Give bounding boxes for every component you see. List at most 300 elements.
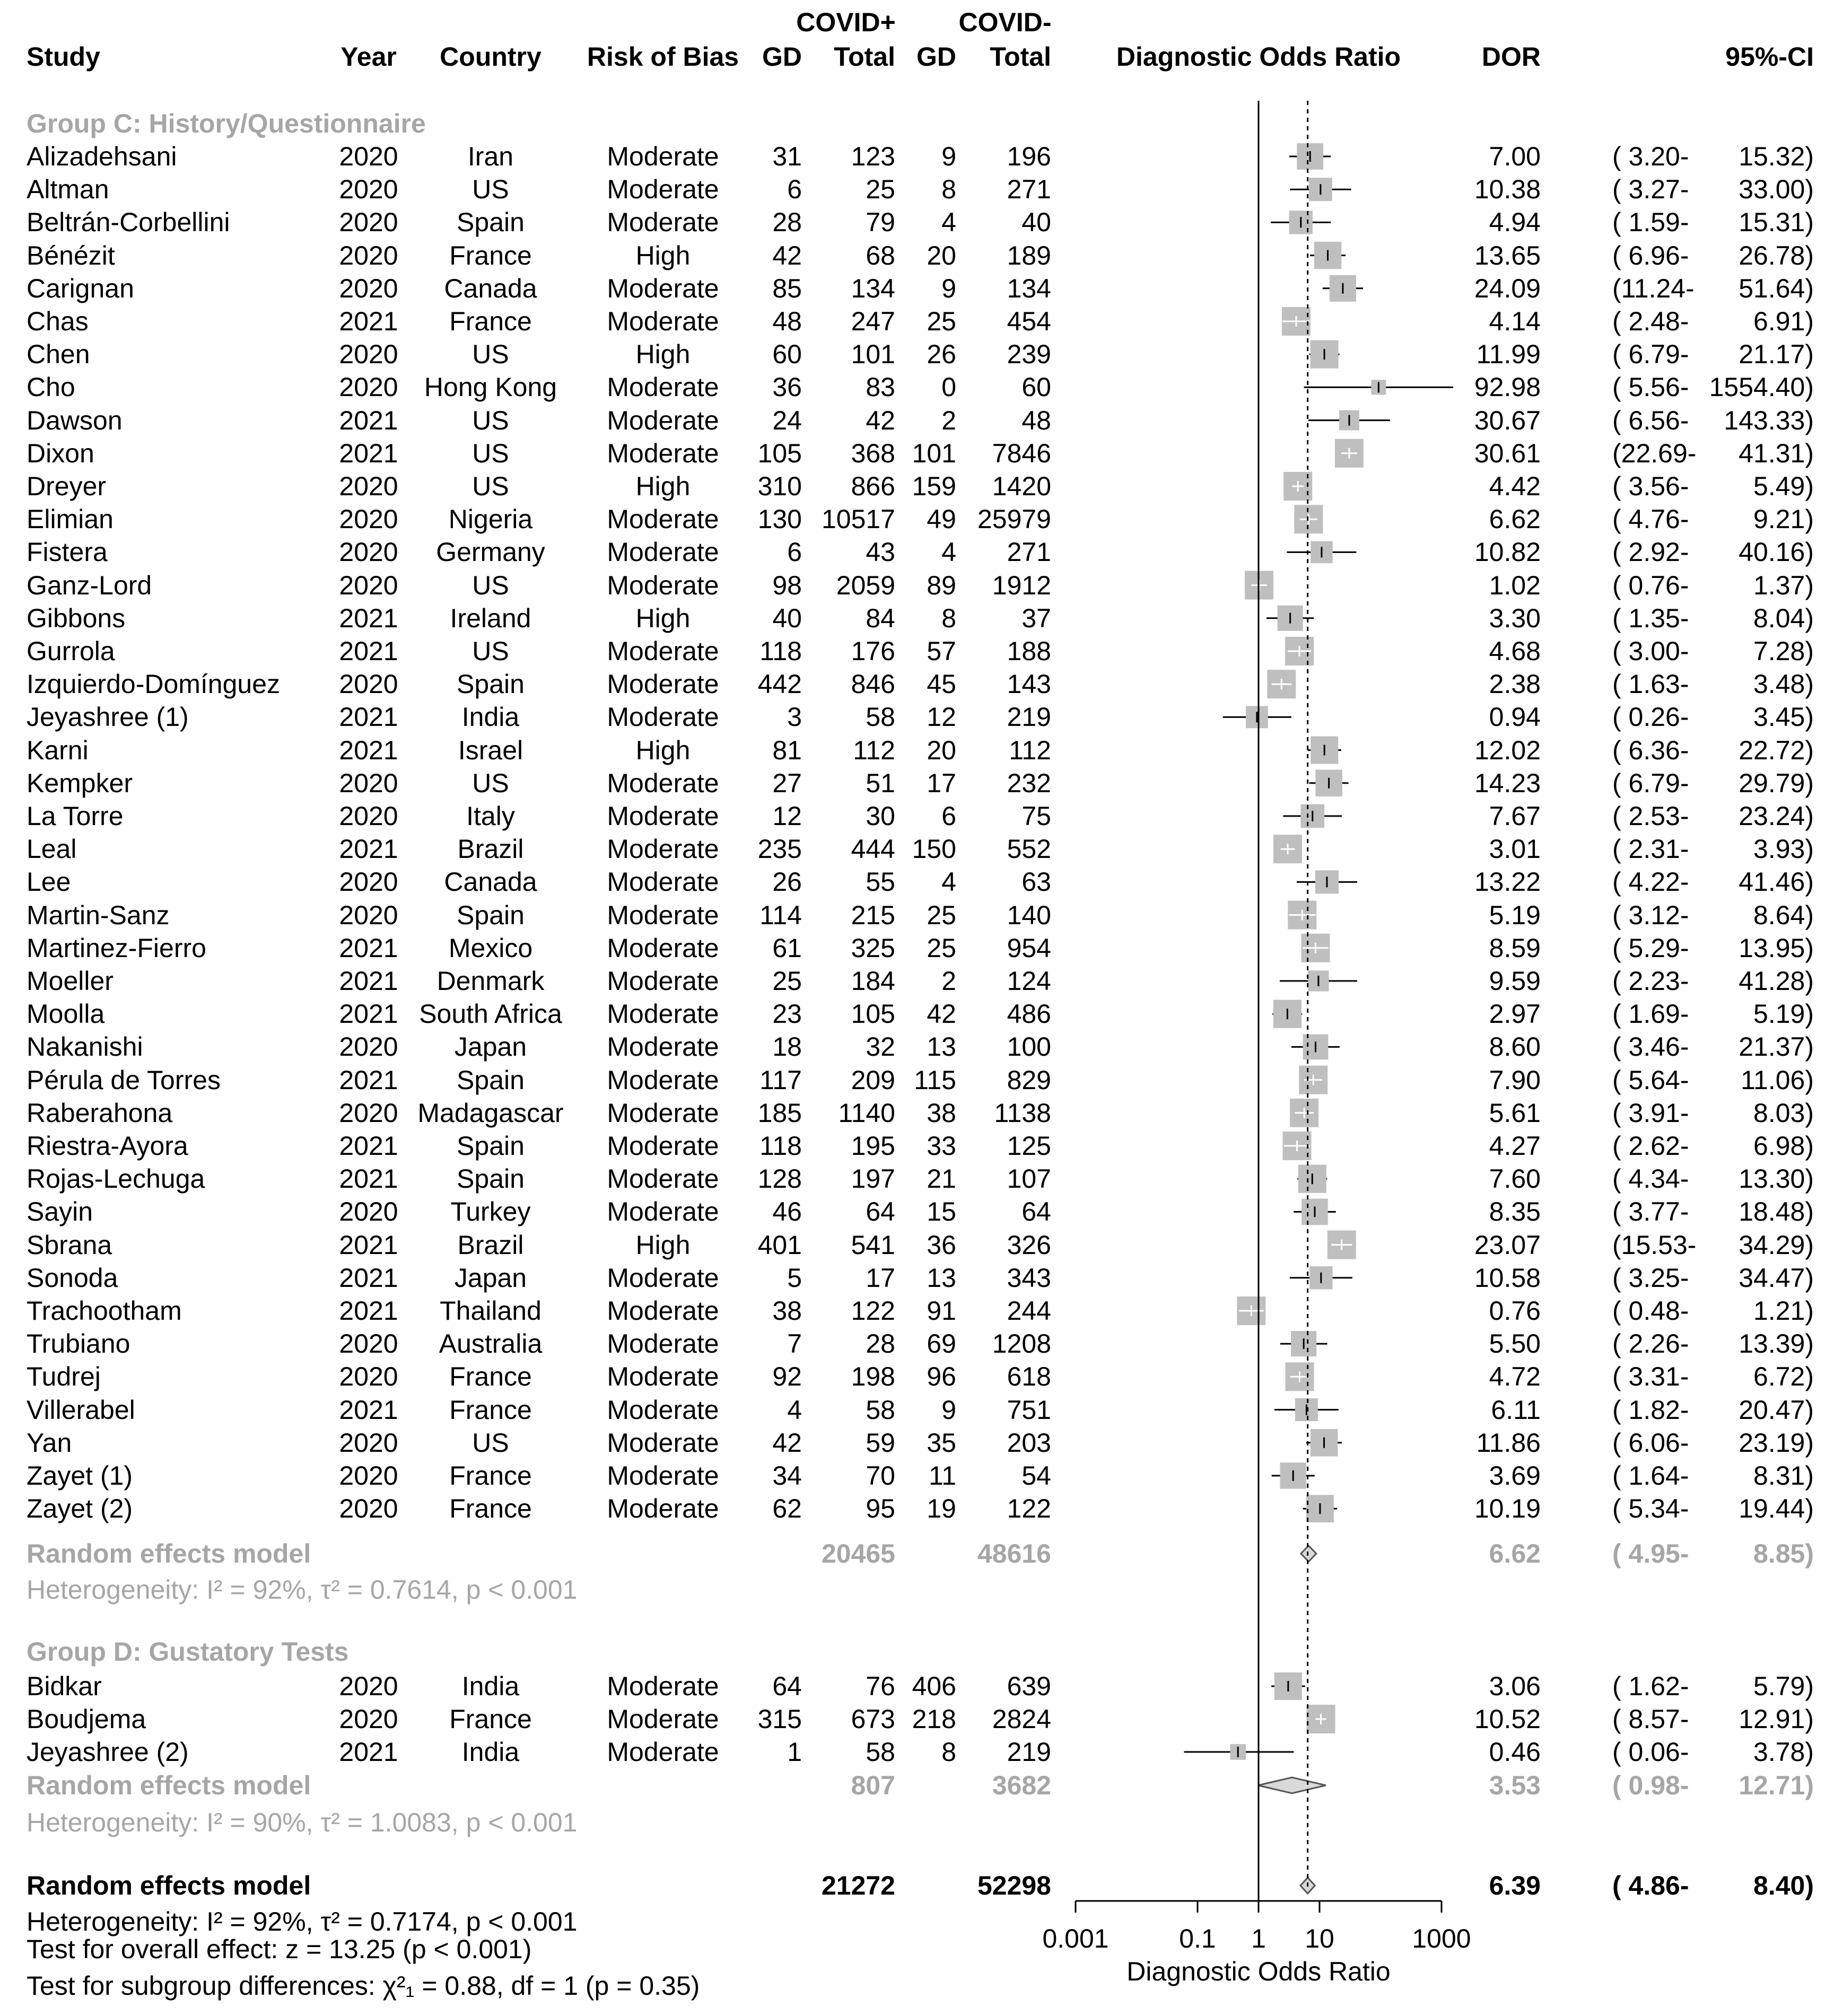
study-name: Martin-Sanz — [27, 900, 170, 930]
study-ci-low: ( 6.36- — [1612, 735, 1689, 765]
study-dor: 30.61 — [1474, 438, 1541, 468]
group-c-summary-total-pos: 20465 — [821, 1539, 895, 1568]
study-gd-pos: 128 — [757, 1164, 802, 1194]
study-country: Iran — [467, 142, 514, 171]
study-country: Thailand — [440, 1296, 541, 1326]
study-risk-of-bias: Moderate — [607, 669, 719, 699]
study-gd-neg: 96 — [927, 1362, 956, 1392]
study-ci-high: 12.91) — [1739, 1704, 1814, 1734]
study-total-neg: 454 — [1007, 306, 1051, 336]
study-dor: 4.42 — [1489, 471, 1541, 501]
study-total-pos: 866 — [851, 471, 895, 501]
study-total-neg: 271 — [1007, 174, 1051, 205]
study-name: Dixon — [27, 438, 94, 468]
study-gd-pos: 62 — [772, 1494, 802, 1524]
study-country: Brazil — [457, 1230, 524, 1260]
header-gd-pos: GD — [762, 42, 802, 72]
study-risk-of-bias: Moderate — [607, 1131, 719, 1161]
study-dor: 6.11 — [1491, 1395, 1541, 1425]
study-ci-high: 41.46) — [1739, 867, 1814, 897]
study-gd-pos: 23 — [772, 999, 802, 1029]
study-total-neg: 639 — [1007, 1671, 1051, 1701]
study-ci-low: ( 5.56- — [1612, 372, 1689, 402]
study-total-pos: 541 — [851, 1230, 895, 1260]
study-name: Fistera — [27, 537, 108, 567]
study-dor: 7.67 — [1489, 801, 1541, 831]
study-gd-neg: 15 — [927, 1197, 956, 1227]
study-country: Spain — [457, 1065, 525, 1095]
study-dor: 3.06 — [1489, 1671, 1541, 1701]
study-gd-pos: 117 — [759, 1065, 802, 1095]
study-country: India — [461, 702, 520, 732]
study-total-pos: 195 — [851, 1131, 895, 1161]
group-d-summary-ci-low: ( 0.98- — [1612, 1770, 1689, 1800]
study-year: 2021 — [339, 1395, 398, 1425]
study-country: France — [449, 306, 532, 336]
study-gd-pos: 81 — [772, 735, 802, 765]
study-total-neg: 140 — [1007, 900, 1051, 930]
study-total-pos: 184 — [851, 966, 895, 996]
study-total-neg: 122 — [1007, 1494, 1051, 1524]
study-gd-neg: 101 — [912, 438, 956, 468]
study-risk-of-bias: Moderate — [607, 1671, 719, 1701]
study-gd-pos: 185 — [757, 1098, 802, 1128]
study-ci-high: 22.72) — [1739, 735, 1814, 765]
subgroup-difference-test: Test for subgroup differences: χ²₁ = 0.88, df = 1 (p = 0.35) — [27, 1971, 700, 2001]
study-dor: 5.61 — [1489, 1098, 1541, 1128]
study-country: Spain — [457, 207, 525, 238]
study-ci-high: 20.47) — [1739, 1395, 1814, 1425]
study-total-neg: 7846 — [992, 438, 1051, 468]
study-total-neg: 239 — [1007, 339, 1051, 370]
header-gd-neg: GD — [916, 42, 956, 72]
study-year: 2020 — [339, 240, 398, 270]
study-gd-pos: 61 — [772, 933, 802, 963]
study-ci-high: 8.04) — [1753, 603, 1814, 633]
study-dor: 2.97 — [1489, 999, 1541, 1029]
study-risk-of-bias: Moderate — [607, 1461, 719, 1491]
overall-summary-label: Random effects model — [27, 1871, 311, 1900]
study-risk-of-bias: Moderate — [607, 900, 719, 930]
study-ci-high: 6.91) — [1753, 306, 1814, 336]
study-name: Zayet (1) — [27, 1461, 133, 1491]
study-ci-high: 6.72) — [1753, 1362, 1814, 1392]
group-d-label: Group D: Gustatory Tests — [27, 1637, 349, 1667]
group-d-summary-total-pos: 807 — [851, 1770, 895, 1800]
study-total-pos: 215 — [851, 900, 895, 930]
study-ci-high: 9.21) — [1753, 504, 1814, 534]
study-dor: 23.07 — [1474, 1230, 1541, 1260]
study-year: 2020 — [339, 372, 398, 402]
study-year: 2020 — [339, 1704, 398, 1734]
study-year: 2021 — [339, 1263, 398, 1293]
study-year: 2021 — [339, 438, 398, 468]
study-ci-low: (15.53- — [1612, 1230, 1697, 1260]
study-risk-of-bias: Moderate — [607, 1197, 719, 1227]
study-risk-of-bias: Moderate — [607, 1494, 719, 1524]
study-ci-low: ( 5.64- — [1612, 1065, 1689, 1095]
study-gd-pos: 24 — [772, 405, 802, 435]
study-year: 2020 — [339, 669, 398, 699]
study-total-neg: 54 — [1021, 1461, 1051, 1491]
study-country: US — [472, 174, 509, 205]
study-risk-of-bias: Moderate — [607, 570, 719, 600]
study-total-pos: 83 — [866, 372, 895, 402]
study-total-neg: 37 — [1021, 603, 1051, 633]
study-gd-neg: 4 — [941, 537, 956, 567]
overall-effect-test: Test for overall effect: z = 13.25 (p < 0.001) — [27, 1934, 532, 1964]
study-year: 2021 — [339, 702, 398, 732]
study-year: 2021 — [339, 1230, 398, 1260]
study-year: 2021 — [339, 1065, 398, 1095]
study-gd-neg: 13 — [927, 1032, 956, 1062]
study-ci-high: 23.19) — [1739, 1427, 1814, 1458]
study-dor: 24.09 — [1474, 273, 1541, 303]
study-risk-of-bias: Moderate — [607, 273, 719, 303]
study-gd-neg: 33 — [927, 1131, 956, 1161]
study-total-pos: 122 — [851, 1296, 895, 1326]
study-gd-neg: 218 — [912, 1704, 956, 1734]
study-total-pos: 51 — [866, 768, 895, 798]
study-ci-high: 1554.40) — [1709, 372, 1814, 402]
study-ci-low: ( 6.79- — [1612, 768, 1689, 798]
study-year: 2020 — [339, 1098, 398, 1128]
study-ci-high: 8.64) — [1753, 900, 1814, 930]
study-gd-neg: 2 — [941, 966, 956, 996]
study-year: 2021 — [339, 1164, 398, 1194]
study-gd-neg: 21 — [927, 1164, 956, 1194]
study-total-pos: 101 — [851, 339, 895, 370]
study-total-pos: 58 — [866, 702, 895, 732]
study-gd-neg: 2 — [941, 405, 956, 435]
study-gd-neg: 6 — [941, 801, 956, 831]
study-risk-of-bias: Moderate — [607, 834, 719, 864]
study-year: 2020 — [339, 900, 398, 930]
study-dor: 0.94 — [1489, 702, 1541, 732]
study-risk-of-bias: Moderate — [607, 1737, 719, 1767]
study-total-pos: 368 — [851, 438, 895, 468]
study-gd-neg: 9 — [941, 273, 956, 303]
study-name: Bénézit — [27, 240, 115, 270]
study-gd-pos: 310 — [757, 471, 802, 501]
header-covid-pos: COVID+ — [796, 7, 896, 37]
study-gd-pos: 118 — [759, 1131, 802, 1161]
study-ci-low: ( 5.34- — [1612, 1494, 1689, 1524]
study-risk-of-bias: Moderate — [607, 1704, 719, 1734]
study-country: US — [472, 339, 509, 370]
group-c-heterogeneity: Heterogeneity: I² = 92%, τ² = 0.7614, p < 0.001 — [27, 1575, 578, 1605]
header-ci: 95%-CI — [1725, 42, 1814, 72]
study-ci-high: 11.06) — [1740, 1065, 1814, 1095]
study-name: Tudrej — [27, 1362, 101, 1392]
overall-total-pos: 21272 — [821, 1871, 895, 1900]
study-country: Japan — [454, 1263, 527, 1293]
study-country: Spain — [457, 1164, 525, 1194]
study-risk-of-bias: Moderate — [607, 768, 719, 798]
study-year: 2021 — [339, 636, 398, 666]
study-gd-pos: 60 — [772, 339, 802, 370]
study-country: Spain — [457, 900, 525, 930]
study-risk-of-bias: Moderate — [607, 1395, 719, 1425]
study-country: Ireland — [450, 603, 531, 633]
study-risk-of-bias: Moderate — [607, 1032, 719, 1062]
study-gd-neg: 0 — [941, 372, 956, 402]
study-name: Cho — [27, 372, 75, 402]
study-total-pos: 17 — [866, 1263, 895, 1293]
x-axis-tick-label: 1 — [1251, 1924, 1266, 1953]
study-ci-low: ( 6.56- — [1612, 405, 1689, 435]
study-name: Raberahona — [27, 1098, 173, 1128]
study-gd-pos: 98 — [772, 570, 802, 600]
study-ci-high: 1.37) — [1753, 570, 1814, 600]
study-ci-low: ( 1.63- — [1612, 669, 1689, 699]
study-risk-of-bias: Moderate — [607, 1362, 719, 1392]
study-year: 2020 — [339, 1032, 398, 1062]
study-gd-pos: 36 — [772, 372, 802, 402]
study-ci-high: 23.24) — [1739, 801, 1814, 831]
study-country: France — [449, 1461, 532, 1491]
study-risk-of-bias: Moderate — [607, 702, 719, 732]
study-total-neg: 1420 — [992, 471, 1051, 501]
study-name: Nakanishi — [27, 1032, 143, 1062]
study-risk-of-bias: High — [635, 1230, 691, 1260]
study-ci-low: ( 1.35- — [1612, 603, 1689, 633]
study-name: Jeyashree (1) — [27, 702, 189, 732]
study-gd-neg: 12 — [927, 702, 956, 732]
x-axis-tick-label: 0.001 — [1042, 1924, 1109, 1953]
study-risk-of-bias: Moderate — [607, 867, 719, 897]
study-gd-neg: 49 — [927, 504, 956, 534]
study-gd-neg: 25 — [927, 933, 956, 963]
study-total-pos: 325 — [851, 933, 895, 963]
group-c-summary-ci-low: ( 4.95- — [1612, 1539, 1689, 1568]
x-axis-tick-label: 1000 — [1412, 1924, 1471, 1953]
study-ci-low: ( 3.27- — [1612, 174, 1689, 205]
study-risk-of-bias: Moderate — [607, 1329, 719, 1359]
study-dor: 10.38 — [1474, 174, 1541, 205]
study-gd-pos: 31 — [772, 142, 802, 171]
study-total-pos: 58 — [866, 1395, 895, 1425]
study-name: Bidkar — [27, 1671, 102, 1701]
study-name: Pérula de Torres — [27, 1065, 221, 1095]
study-gd-pos: 12 — [772, 801, 802, 831]
study-ci-low: ( 2.48- — [1612, 306, 1689, 336]
study-dor: 8.35 — [1489, 1197, 1541, 1227]
study-total-pos: 70 — [866, 1461, 895, 1491]
study-total-pos: 58 — [866, 1737, 895, 1767]
study-total-neg: 618 — [1007, 1362, 1051, 1392]
study-gd-pos: 40 — [772, 603, 802, 633]
study-gd-neg: 4 — [941, 867, 956, 897]
study-total-neg: 188 — [1007, 636, 1051, 666]
study-dor: 10.82 — [1474, 537, 1541, 567]
study-ci-low: ( 3.77- — [1612, 1197, 1689, 1227]
study-ci-low: ( 5.29- — [1612, 933, 1689, 963]
study-gd-neg: 406 — [912, 1671, 956, 1701]
study-year: 2020 — [339, 1461, 398, 1491]
study-ci-high: 3.93) — [1753, 834, 1814, 864]
study-total-pos: 55 — [866, 867, 895, 897]
study-country: Denmark — [436, 966, 545, 996]
study-dor: 1.02 — [1489, 570, 1541, 600]
overall-heterogeneity: Heterogeneity: I² = 92%, τ² = 0.7174, p < 0.001 — [27, 1907, 578, 1936]
study-gd-neg: 150 — [912, 834, 956, 864]
study-total-neg: 75 — [1021, 801, 1051, 831]
study-name: Altman — [27, 174, 109, 205]
study-ci-high: 5.49) — [1753, 471, 1814, 501]
study-year: 2020 — [339, 339, 398, 370]
study-ci-low: ( 2.53- — [1612, 801, 1689, 831]
study-year: 2020 — [339, 504, 398, 534]
study-dor: 4.72 — [1489, 1362, 1541, 1392]
study-total-pos: 197 — [851, 1164, 895, 1194]
study-year: 2020 — [339, 273, 398, 303]
study-gd-neg: 45 — [927, 669, 956, 699]
study-name: Karni — [27, 735, 89, 765]
study-year: 2021 — [339, 1737, 398, 1767]
study-year: 2020 — [339, 174, 398, 205]
study-year: 2021 — [339, 933, 398, 963]
study-year: 2020 — [339, 471, 398, 501]
study-country: Germany — [436, 537, 545, 567]
study-gd-neg: 42 — [927, 999, 956, 1029]
study-total-neg: 48 — [1021, 405, 1051, 435]
study-name: Gurrola — [27, 636, 115, 666]
study-total-neg: 751 — [1007, 1395, 1051, 1425]
study-gd-neg: 36 — [927, 1230, 956, 1260]
study-dor: 3.01 — [1489, 834, 1541, 864]
study-ci-high: 33.00) — [1739, 174, 1814, 205]
study-ci-high: 13.95) — [1739, 933, 1814, 963]
study-dor: 11.86 — [1476, 1427, 1541, 1458]
study-total-neg: 125 — [1007, 1131, 1051, 1161]
study-name: Moeller — [27, 966, 113, 996]
study-gd-pos: 5 — [787, 1263, 802, 1293]
group-c-summary-ci-high: 8.85) — [1753, 1539, 1814, 1568]
study-risk-of-bias: Moderate — [607, 933, 719, 963]
study-gd-neg: 9 — [941, 142, 956, 171]
study-country: US — [472, 405, 509, 435]
study-ci-high: 7.28) — [1753, 636, 1814, 666]
study-risk-of-bias: High — [635, 339, 691, 370]
study-total-neg: 40 — [1021, 207, 1051, 238]
study-dor: 3.30 — [1489, 603, 1541, 633]
study-name: Trachootham — [27, 1296, 182, 1326]
study-total-pos: 105 — [851, 999, 895, 1029]
header-total-pos: Total — [834, 42, 895, 72]
study-ci-high: 5.19) — [1753, 999, 1814, 1029]
study-gd-neg: 38 — [927, 1098, 956, 1128]
study-country: France — [449, 1362, 532, 1392]
study-country: US — [472, 768, 509, 798]
study-name: Villerabel — [27, 1395, 135, 1425]
study-year: 2020 — [339, 1329, 398, 1359]
study-risk-of-bias: High — [635, 471, 691, 501]
study-country: France — [449, 1494, 532, 1524]
x-axis-title: Diagnostic Odds Ratio — [1126, 1957, 1391, 1986]
overall-ci-high: 8.40) — [1753, 1871, 1814, 1900]
study-total-pos: 64 — [866, 1197, 895, 1227]
study-total-pos: 176 — [851, 636, 895, 666]
study-risk-of-bias: Moderate — [607, 438, 719, 468]
study-gd-neg: 25 — [927, 900, 956, 930]
study-ci-high: 6.98) — [1753, 1131, 1814, 1161]
study-risk-of-bias: High — [635, 735, 691, 765]
study-total-pos: 198 — [851, 1362, 895, 1392]
study-gd-neg: 19 — [927, 1494, 956, 1524]
study-dor: 8.60 — [1489, 1032, 1541, 1062]
study-total-neg: 954 — [1007, 933, 1051, 963]
study-dor: 7.00 — [1489, 142, 1541, 171]
study-name: Trubiano — [27, 1329, 130, 1359]
study-country: India — [461, 1671, 520, 1701]
study-total-neg: 486 — [1007, 999, 1051, 1029]
study-total-neg: 203 — [1007, 1427, 1051, 1458]
study-year: 2020 — [339, 207, 398, 238]
study-ci-high: 15.31) — [1739, 207, 1814, 238]
study-country: France — [449, 1395, 532, 1425]
study-gd-pos: 130 — [757, 504, 802, 534]
study-gd-pos: 92 — [772, 1362, 802, 1392]
study-country: Mexico — [448, 933, 533, 963]
study-risk-of-bias: Moderate — [607, 1098, 719, 1128]
study-total-neg: 112 — [1009, 735, 1051, 765]
study-risk-of-bias: High — [635, 603, 691, 633]
study-name: Jeyashree (2) — [27, 1737, 189, 1767]
study-name: Ganz-Lord — [27, 570, 152, 600]
study-country: India — [461, 1737, 520, 1767]
study-total-pos: 112 — [853, 735, 895, 765]
study-gd-pos: 114 — [759, 900, 802, 930]
study-dor: 8.59 — [1489, 933, 1541, 963]
study-name: Moolla — [27, 999, 105, 1029]
header-country: Country — [440, 42, 541, 72]
study-ci-high: 21.17) — [1739, 339, 1814, 370]
study-gd-pos: 42 — [772, 1427, 802, 1458]
study-ci-low: ( 3.56- — [1612, 471, 1689, 501]
study-country: Spain — [457, 669, 525, 699]
study-ci-low: ( 6.96- — [1612, 240, 1689, 270]
study-total-pos: 42 — [866, 405, 895, 435]
group-d-heterogeneity: Heterogeneity: I² = 90%, τ² = 1.0083, p < 0.001 — [27, 1808, 578, 1837]
study-dor: 6.62 — [1489, 504, 1541, 534]
study-total-pos: 2059 — [836, 570, 895, 600]
study-risk-of-bias: Moderate — [607, 174, 719, 205]
study-ci-high: 1.21) — [1753, 1296, 1814, 1326]
study-dor: 5.50 — [1489, 1329, 1541, 1359]
study-dor: 13.22 — [1474, 867, 1541, 897]
study-total-pos: 444 — [851, 834, 895, 864]
study-ci-high: 34.47) — [1739, 1263, 1814, 1293]
study-name: Sonoda — [27, 1263, 118, 1293]
study-year: 2020 — [339, 768, 398, 798]
study-year: 2021 — [339, 1131, 398, 1161]
study-ci-low: ( 2.31- — [1612, 834, 1689, 864]
study-name: Riestra-Ayora — [27, 1131, 188, 1161]
study-risk-of-bias: High — [635, 240, 691, 270]
study-dor: 14.23 — [1474, 768, 1541, 798]
study-total-pos: 95 — [866, 1494, 895, 1524]
header-year: Year — [340, 42, 397, 72]
study-risk-of-bias: Moderate — [607, 537, 719, 567]
study-dor: 4.94 — [1489, 207, 1541, 238]
study-ci-low: ( 4.22- — [1612, 867, 1689, 897]
study-total-pos: 76 — [866, 1671, 895, 1701]
study-ci-high: 3.78) — [1753, 1737, 1814, 1767]
study-total-neg: 124 — [1007, 966, 1051, 996]
study-country: France — [449, 240, 532, 270]
study-ci-low: ( 2.92- — [1612, 537, 1689, 567]
